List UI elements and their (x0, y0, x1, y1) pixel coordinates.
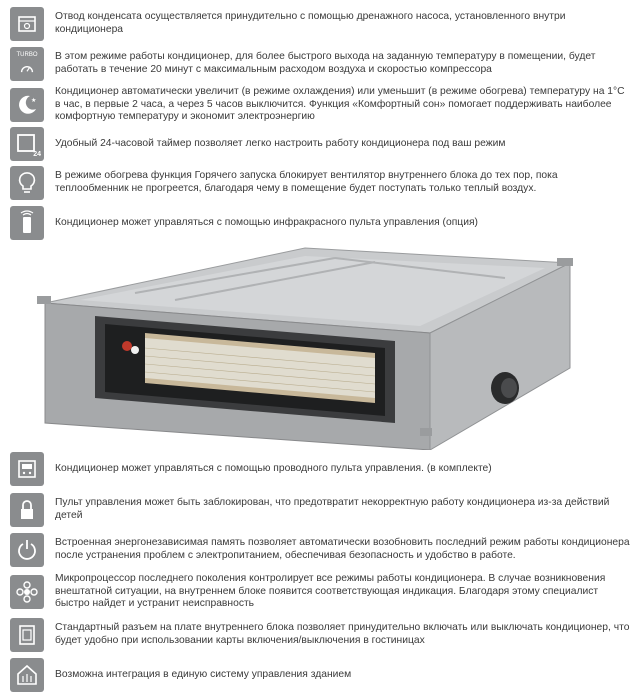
child-lock-icon (10, 493, 44, 527)
feature-building-management (10, 658, 630, 692)
feature-text: Отвод конденсата осуществляется принудительно с помощью дренажного насоса, установленного внутри кондиционера (55, 11, 566, 35)
feature-self-diagnosis (10, 573, 630, 611)
self-diagnosis-icon (10, 575, 44, 609)
sleep-mode-icon (10, 88, 44, 122)
auto-restart-icon (10, 533, 44, 567)
svg-text:★: ★ (31, 96, 37, 104)
ir-remote-icon (10, 206, 44, 240)
turbo-badge: TURBO (16, 51, 38, 58)
feature-text: Встроенная энергонезависимая память позволяет автоматически возобновить последний режим работы кондиционера после устранения проблем с электропитанием, обеспечивая безопасность и удобство в работе. (55, 537, 630, 561)
feature-condensate-drain (10, 7, 630, 41)
key-card-icon (10, 618, 44, 652)
feature-timer (10, 127, 630, 161)
building-management-icon (10, 658, 44, 692)
feature-ir-remote (10, 206, 630, 240)
feature-sleep (10, 86, 630, 124)
feature-text: Удобный 24-часовой таймер позволяет легко настроить работу кондиционера под ваш режим (55, 137, 506, 149)
timer-icon (10, 127, 44, 161)
feature-hot-start (10, 166, 630, 200)
feature-text: В режиме обогрева функция Горячего запуска блокирует вентилятор внутреннего блока до тех пор, пока теплообменник не прогреется, благодаря чему в помещение будет поступать только теплый воздух. (55, 170, 558, 194)
duct-unit-image (35, 238, 585, 450)
timer-badge: 24 (33, 151, 41, 158)
condensate-drain-icon (10, 7, 44, 41)
feature-turbo (10, 47, 630, 81)
wired-controller-icon (10, 452, 44, 486)
feature-child-lock (10, 493, 630, 527)
turbo-mode-icon (10, 47, 44, 81)
feature-text: В этом режиме работы кондиционер, для более быстрого выхода на заданную температуру в помещении, будет работать в течение 20 минут с максимальным расходом воздуха и скоростью компрессора (55, 51, 596, 75)
feature-text: Стандартный разъем на плате внутреннего блока позволяет принудительно включать или выключать кондиционер, что будет удобно при использовании карты включения/выключения в гостиницах (55, 622, 630, 646)
feature-text: Пульт управления может быть заблокирован, что предотвратит некорректную работу кондиционера из-за действий детей (55, 497, 610, 521)
feature-text: Кондиционер может управляться с помощью инфракрасного пульта управления (опция) (55, 216, 478, 228)
feature-key-card (10, 618, 630, 652)
feature-text: Микропроцессор последнего поколения контролирует все режимы работы кондиционера. В случае возникновения внештатной ситуации, на внутреннем блоке появится соответствующая индикация. Благодаря этому специалист быстро найдет и устранит неисправность (55, 573, 606, 610)
feature-text: Кондиционер может управляться с помощью проводного пульта управления. (в комплекте) (55, 462, 492, 474)
hot-start-icon (10, 166, 44, 200)
feature-wired-controller (10, 452, 630, 486)
feature-text: Возможна интеграция в единую систему управления зданием (55, 668, 352, 680)
feature-auto-restart (10, 533, 630, 567)
feature-text: Кондиционер автоматически увеличит (в режиме охлаждения) или уменьшит (в режиме обогрева) температуру на 1°C в час, в первые 2 часа, а через 5 часов выключится. Функция «Комфортный сон» помогает поддерживать наиболее комфортную температуру и экономит электроэнергию (55, 86, 625, 123)
